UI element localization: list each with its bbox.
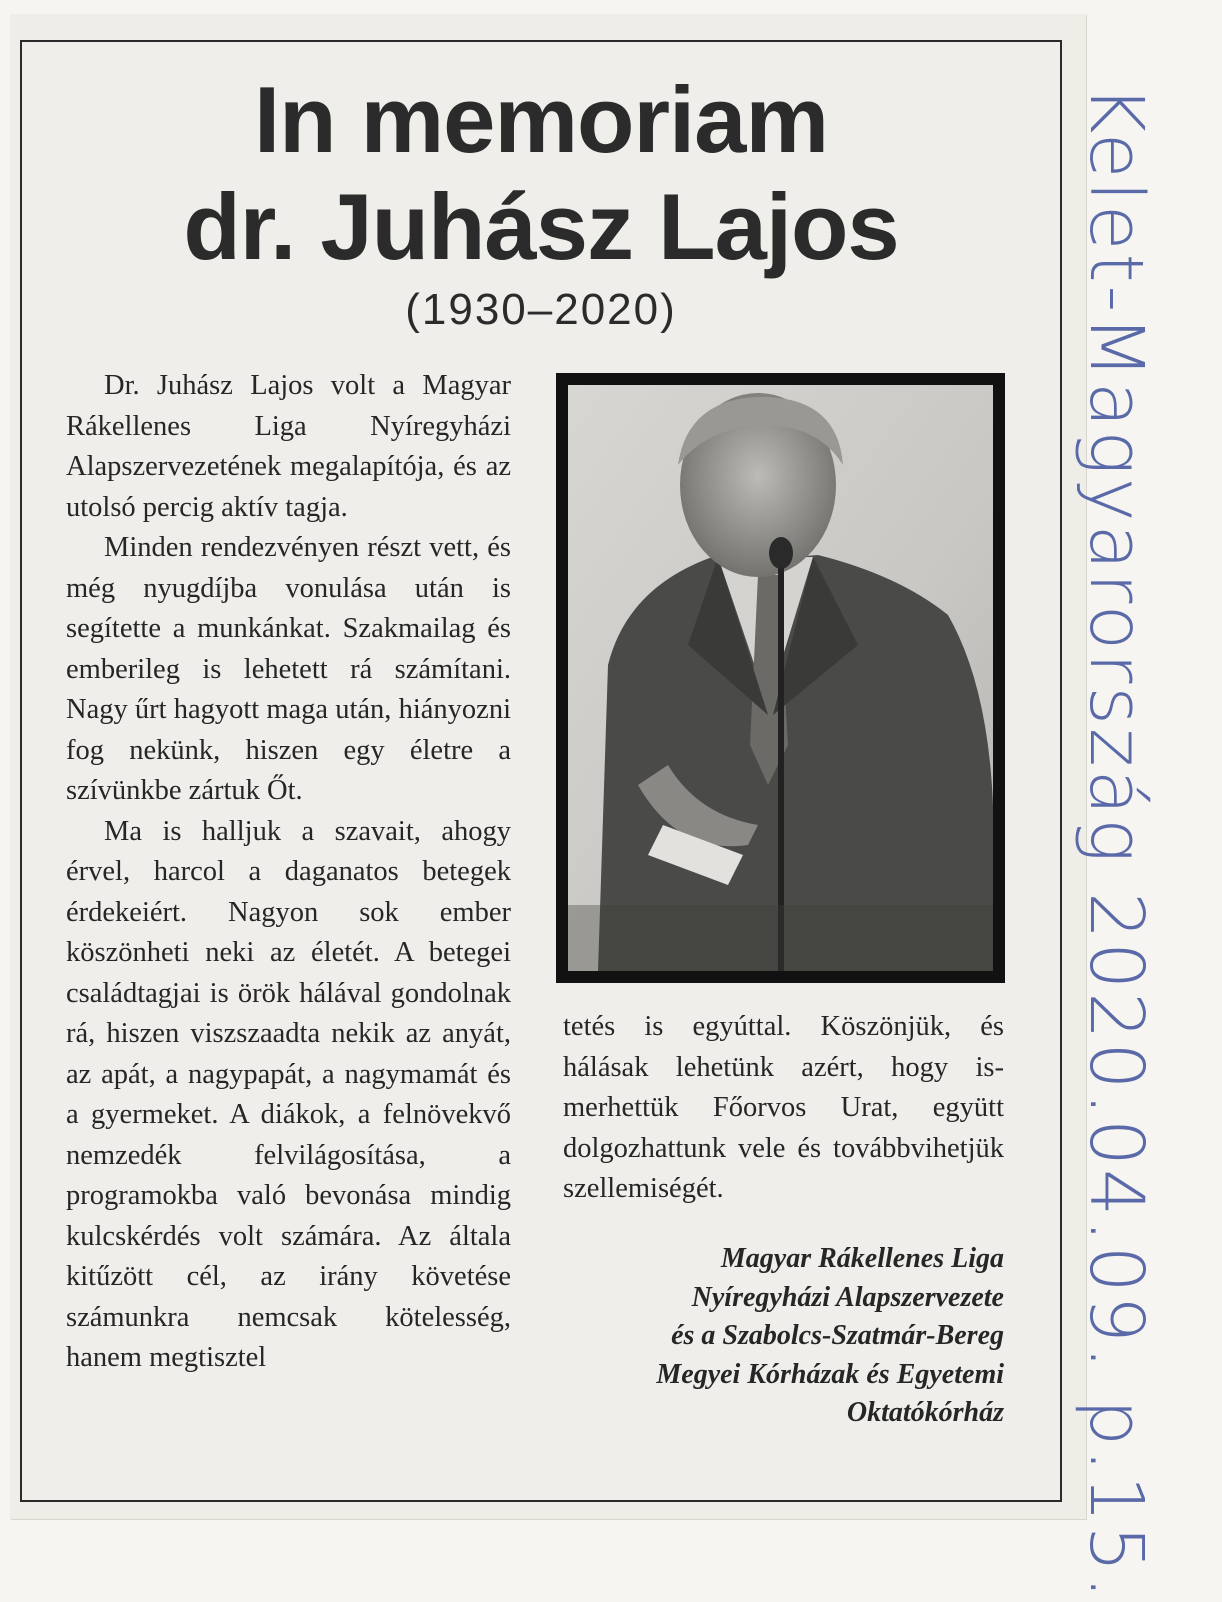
article-body-left: [66, 366, 511, 1379]
signature-line: Oktatókórház: [846, 1397, 1004, 1428]
signature-line: és a Szabolcs-Szatmár-Bereg: [671, 1320, 1004, 1351]
paragraph: Ma is halljuk a szavait, ahogy érvel, harcol a daganatos betegek érdekeiért. Nagyon sok ember köszönheti neki az életét. A betegei családtagjai is örök hálával gondolnak rá, hiszen viszszaadta nekik az anyát, az apát, a nagypapát, a nagymamát és a gyermeket. A diákok, a felnövekvő nemzedék felvilágosítása, a programokba való bevonása mindig kulcskérdés volt számára. Az általa kitűzött cél, az irány követése számunkra nemcsak kötelesség, hanem megtisztel: [66, 815, 511, 1373]
handwritten-text: Kelet-Magyarország 2020.04.09. p.15.: [1073, 85, 1159, 1602]
signature-line: Magyar Rákellenes Liga: [720, 1243, 1004, 1274]
paragraph: tetés is egyúttal. Köszönjük, és hálásak lehetünk azért, hogy ismerhettük Főorvos Urat, együtt dolgozhattunk vele és továbbvihetjük szellemiségét.: [563, 1011, 1004, 1204]
signature-block: [548, 1240, 1004, 1433]
life-dates: (1930–2020): [405, 285, 677, 334]
portrait-image: [568, 385, 993, 971]
portrait-photo: [556, 373, 1005, 983]
handwritten-source-note: [1073, 85, 1220, 1602]
title-line-1: In memoriam: [253, 67, 829, 172]
signature-line: Megyei Kórházak és Egyetemi: [656, 1358, 1004, 1390]
paragraph: Minden rendezvényen részt vett, és még nyugdíjba vonulása után is segítette a munkánkat. Szakmailag és emberileg is lehetett rá számítani. Nagy űrt hagyott maga után, hiányozni fog nekünk, hiszen egy életre a szívünkbe zártuk Őt.: [66, 532, 511, 806]
signature-line: Nyíregyházi Alapszervezete: [691, 1281, 1004, 1313]
article-body-right: [563, 1007, 1004, 1210]
paragraph: Dr. Juhász Lajos volt a Magyar Rákellenes Liga Nyíregyházi Alapszervezetének megalapítója, és az utolsó percig aktív tagja.: [66, 370, 511, 523]
title-line-2: dr. Juhász Lajos: [183, 174, 899, 279]
